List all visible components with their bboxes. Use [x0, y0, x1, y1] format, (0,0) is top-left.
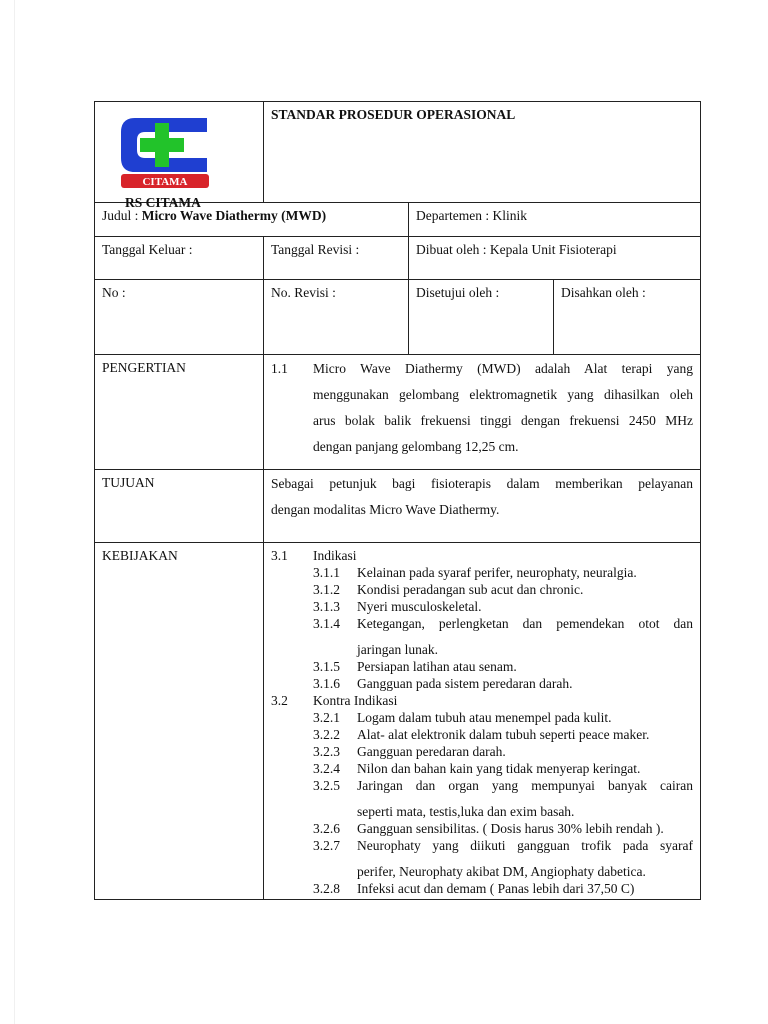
list-item: 3.2.4 Nilon dan bahan kain yang tidak menyerap keringat. [313, 761, 641, 776]
pengertian-line: dengan panjang gelombang 12,25 cm. [313, 439, 519, 454]
header-row [95, 102, 701, 203]
section-heading: 3.1 Indikasi [271, 548, 357, 563]
pengertian-line: menggunakan gelombang elektromagnetik yang dihasilkan oleh [313, 387, 694, 402]
list-item: 3.1.6 Gangguan pada sistem peredaran darah. [313, 676, 573, 691]
list-item: 3.1.1 Kelainan pada syaraf perifer, neurophaty, neuralgia. [313, 565, 637, 580]
logo-banner-text: CITAMA [142, 176, 188, 188]
disetujui-oleh-cell: Disetujui oleh : [409, 280, 554, 355]
sop-table [94, 101, 701, 900]
list-item: 3.1.4 Ketegangan, perlengketan dan pemendekan otot dan jaringan lunak. [313, 616, 694, 657]
pengertian-line: Micro Wave Diathermy (MWD) adalah Alat terapi yang [313, 361, 694, 376]
list-item: 3.2.3 Gangguan peredaran darah. [313, 744, 506, 759]
judul-value: Micro Wave Diathermy (MWD) [141, 208, 327, 223]
list-item: 3.1.2 Kondisi peradangan sub acut dan chronic. [313, 582, 584, 597]
kebijakan-label: KEBIJAKAN [95, 543, 264, 900]
tanggal-keluar-cell: Tanggal Keluar : [95, 237, 264, 280]
tujuan-line: Sebagai petunjuk bagi fisioterapis dalam memberikan pelayanan [271, 476, 694, 491]
list-item: 3.2.5 Jaringan dan organ yang mempunyai banyak cairan seperti mata, testis,luka dan exim basah. [313, 778, 694, 819]
tujuan-row [95, 470, 701, 543]
departemen-cell: Departemen : Klinik [409, 203, 701, 237]
pengertian-row [95, 355, 701, 470]
citama-logo-icon [115, 110, 215, 190]
kebijakan-content [264, 543, 701, 900]
no-row [95, 280, 701, 355]
pengertian-label: PENGERTIAN [95, 355, 264, 470]
disahkan-oleh-cell: Disahkan oleh : [554, 280, 701, 355]
list-item: 3.2.6 Gangguan sensibilitas. ( Dosis harus 30% lebih rendah ). [313, 821, 664, 836]
list-item: 3.1.5 Persiapan latihan atau senam. [313, 659, 517, 674]
list-item: 3.2.2 Alat- alat elektronik dalam tubuh seperti peace maker. [313, 727, 650, 742]
pengertian-line: arus bolak balik frekuensi tinggi dengan frekuensi 2450 MHz [313, 413, 694, 428]
logo-cell [95, 102, 264, 210]
list-item: 3.1.3 Nyeri musculoskeletal. [313, 599, 482, 614]
tujuan-content [264, 470, 701, 543]
pengertian-number: 1.1 [271, 361, 288, 376]
no-cell: No : [95, 280, 264, 355]
list-item: 3.2.7 Neurophaty yang diikuti gangguan trofik pada syaraf perifer, Neurophaty akibat DM, Angiophaty dabetica. [313, 838, 694, 879]
tanggal-row [95, 237, 701, 280]
judul-label: Judul : [102, 208, 142, 223]
list-item: 3.2.8 Infeksi acut dan demam ( Panas lebih dari 37,50 C) [313, 881, 635, 896]
document-title: STANDAR PROSEDUR OPERASIONAL [264, 102, 701, 203]
tanggal-revisi-cell: Tanggal Revisi : [264, 237, 409, 280]
section-heading: 3.2 Kontra Indikasi [271, 693, 398, 708]
hospital-name: RS CITAMA [125, 195, 201, 210]
kebijakan-row [95, 543, 701, 900]
no-revisi-cell: No. Revisi : [264, 280, 409, 355]
page-edge [14, 0, 15, 1024]
tujuan-label: TUJUAN [95, 470, 264, 543]
list-item: 3.2.1 Logam dalam tubuh atau menempel pada kulit. [313, 710, 612, 725]
tujuan-line: dengan modalitas Micro Wave Diathermy. [271, 502, 500, 517]
pengertian-content [264, 355, 701, 470]
dibuat-oleh-cell: Dibuat oleh : Kepala Unit Fisioterapi [409, 237, 701, 280]
